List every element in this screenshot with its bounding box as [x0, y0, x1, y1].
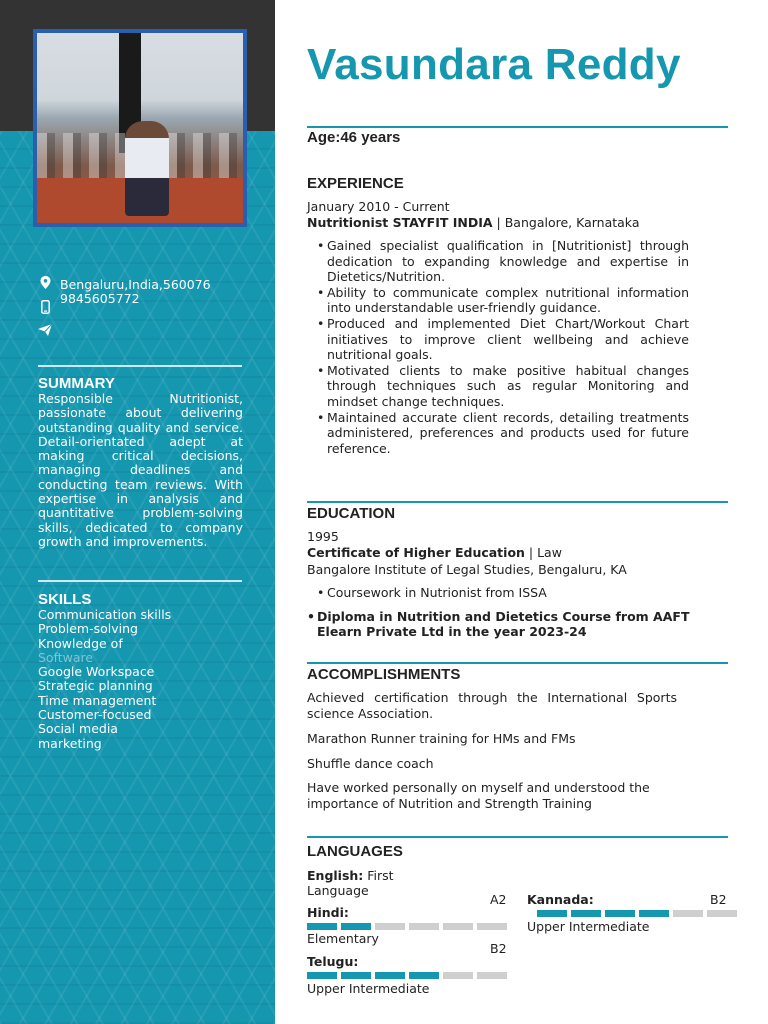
language-telugu-level: Upper Intermediate — [307, 981, 430, 996]
language-hindi-bars — [307, 923, 507, 930]
education-year: 1995 — [307, 529, 339, 544]
section-divider — [307, 126, 728, 128]
education-bullets — [317, 585, 719, 601]
photo-person — [125, 121, 169, 216]
list-item: • Coursework in Nutrionist from ISSA — [327, 585, 719, 601]
proficiency-segment — [443, 923, 473, 930]
profile-photo-frame — [33, 29, 247, 227]
education-degree-line: Certificate of Higher Education | Law — [307, 545, 562, 560]
education-school: Bangalore Institute of Legal Studies, Bengaluru, KA — [307, 562, 627, 577]
skills-heading: SKILLS — [38, 591, 92, 608]
language-telugu-bars — [307, 972, 507, 979]
sidebar-divider — [38, 365, 242, 367]
phone-icon-row — [38, 300, 60, 317]
language-kannada-code: B2 — [710, 892, 727, 907]
list-item: • Ability to communicate complex nutritional information into understandable user-friendly guidance. — [327, 285, 689, 316]
skill-item: Customer-focused — [38, 707, 152, 723]
accomplishment-item: Shuffle dance coach — [307, 756, 434, 771]
summary-text: Responsible Nutritionist, passionate about delivering outstanding quality and service. Detail-orientated adept at making critical decisions, managing deadlines and conducting team reviews. With expertise in analysis and quantitative problem-solving skills, dedicated to company growth and improvements. — [38, 391, 243, 549]
skill-item: Time management — [38, 692, 157, 708]
proficiency-segment — [537, 910, 567, 917]
candidate-name: Vasundara Reddy — [307, 40, 681, 89]
proficiency-segment — [707, 910, 737, 917]
language-hindi-code: A2 — [490, 892, 507, 907]
proficiency-segment — [307, 923, 337, 930]
section-divider — [307, 662, 728, 664]
language-telugu: Telugu: — [307, 954, 359, 969]
list-item: • Produced and implemented Diet Chart/Workout Chart initiatives to improve client wellbeing and achieve nutritional goals. — [327, 316, 689, 363]
experience-bullets — [317, 238, 689, 456]
send-icon — [38, 324, 52, 339]
location-pin-icon — [38, 276, 52, 292]
proficiency-segment — [443, 972, 473, 979]
profile-photo — [37, 33, 243, 223]
send-icon-row — [38, 324, 60, 339]
age-line: Age:46 years — [307, 129, 401, 146]
section-divider — [307, 836, 728, 838]
skill-item: Communication skills — [38, 607, 172, 622]
languages-heading: LANGUAGES — [307, 843, 403, 860]
experience-role-line: Nutritionist STAYFIT INDIA | Bangalore, Karnataka — [307, 215, 640, 230]
proficiency-segment — [605, 910, 635, 917]
language-telugu-code: B2 — [490, 941, 507, 956]
skills-list — [38, 608, 243, 751]
language-english: English: First Language — [307, 868, 394, 898]
proficiency-segment — [307, 972, 337, 979]
skill-item: Strategic planning — [38, 678, 153, 694]
experience-heading: EXPERIENCE — [307, 175, 404, 192]
list-item: • Gained specialist qualification in [Nutritionist] through dedication to expanding knowledge and expertise in Dietetics/Nutrition. — [327, 238, 689, 285]
section-divider — [307, 501, 728, 503]
proficiency-segment — [673, 910, 703, 917]
education-diploma: • Diploma in Nutrition and Dietetics Course from AAFT Elearn Private Ltd in the year 2023-24 — [317, 609, 717, 639]
skill-item: Software — [38, 649, 94, 665]
skill-item: marketing — [38, 735, 102, 751]
accomplishment-item: Achieved certification through the International Sports science Association. — [307, 690, 677, 721]
sidebar-divider — [38, 580, 242, 582]
list-item: • Maintained accurate client records, detailing treatments administered, preferences and products used for future reference. — [327, 410, 689, 457]
summary-heading: SUMMARY — [38, 375, 115, 392]
proficiency-segment — [341, 972, 371, 979]
experience-dates: January 2010 - Current — [307, 199, 450, 214]
contact-phone: 9845605772 — [60, 291, 140, 306]
skill-item: Knowledge of — [38, 635, 123, 651]
skill-item: Google Workspace — [38, 664, 155, 680]
skill-item: Problem-solving — [38, 621, 138, 637]
contact-address: Bengaluru,India,560076 — [38, 276, 211, 292]
accomplishment-item: Have worked personally on myself and understood the importance of Nutrition and Strength Training — [307, 780, 650, 811]
proficiency-segment — [571, 910, 601, 917]
language-hindi: Hindi: — [307, 905, 349, 920]
accomplishment-item: Marathon Runner training for HMs and FMs — [307, 731, 576, 746]
proficiency-segment — [639, 910, 669, 917]
language-hindi-level: Elementary — [307, 931, 379, 946]
proficiency-segment — [477, 972, 507, 979]
proficiency-segment — [477, 923, 507, 930]
proficiency-segment — [409, 923, 439, 930]
education-heading: EDUCATION — [307, 505, 396, 522]
accomplishments-heading: ACCOMPLISHMENTS — [307, 666, 461, 683]
proficiency-segment — [409, 972, 439, 979]
proficiency-segment — [375, 972, 405, 979]
proficiency-segment — [375, 923, 405, 930]
skill-item: Social media — [38, 721, 118, 737]
language-kannada-level: Upper Intermediate — [527, 919, 650, 934]
phone-icon — [38, 300, 52, 317]
list-item: • Motivated clients to make positive habitual changes through techniques such as regular Monitoring and mindset change techniques. — [327, 363, 689, 410]
language-kannada-bars — [537, 910, 737, 917]
proficiency-segment — [341, 923, 371, 930]
language-kannada: Kannada: — [527, 892, 594, 907]
